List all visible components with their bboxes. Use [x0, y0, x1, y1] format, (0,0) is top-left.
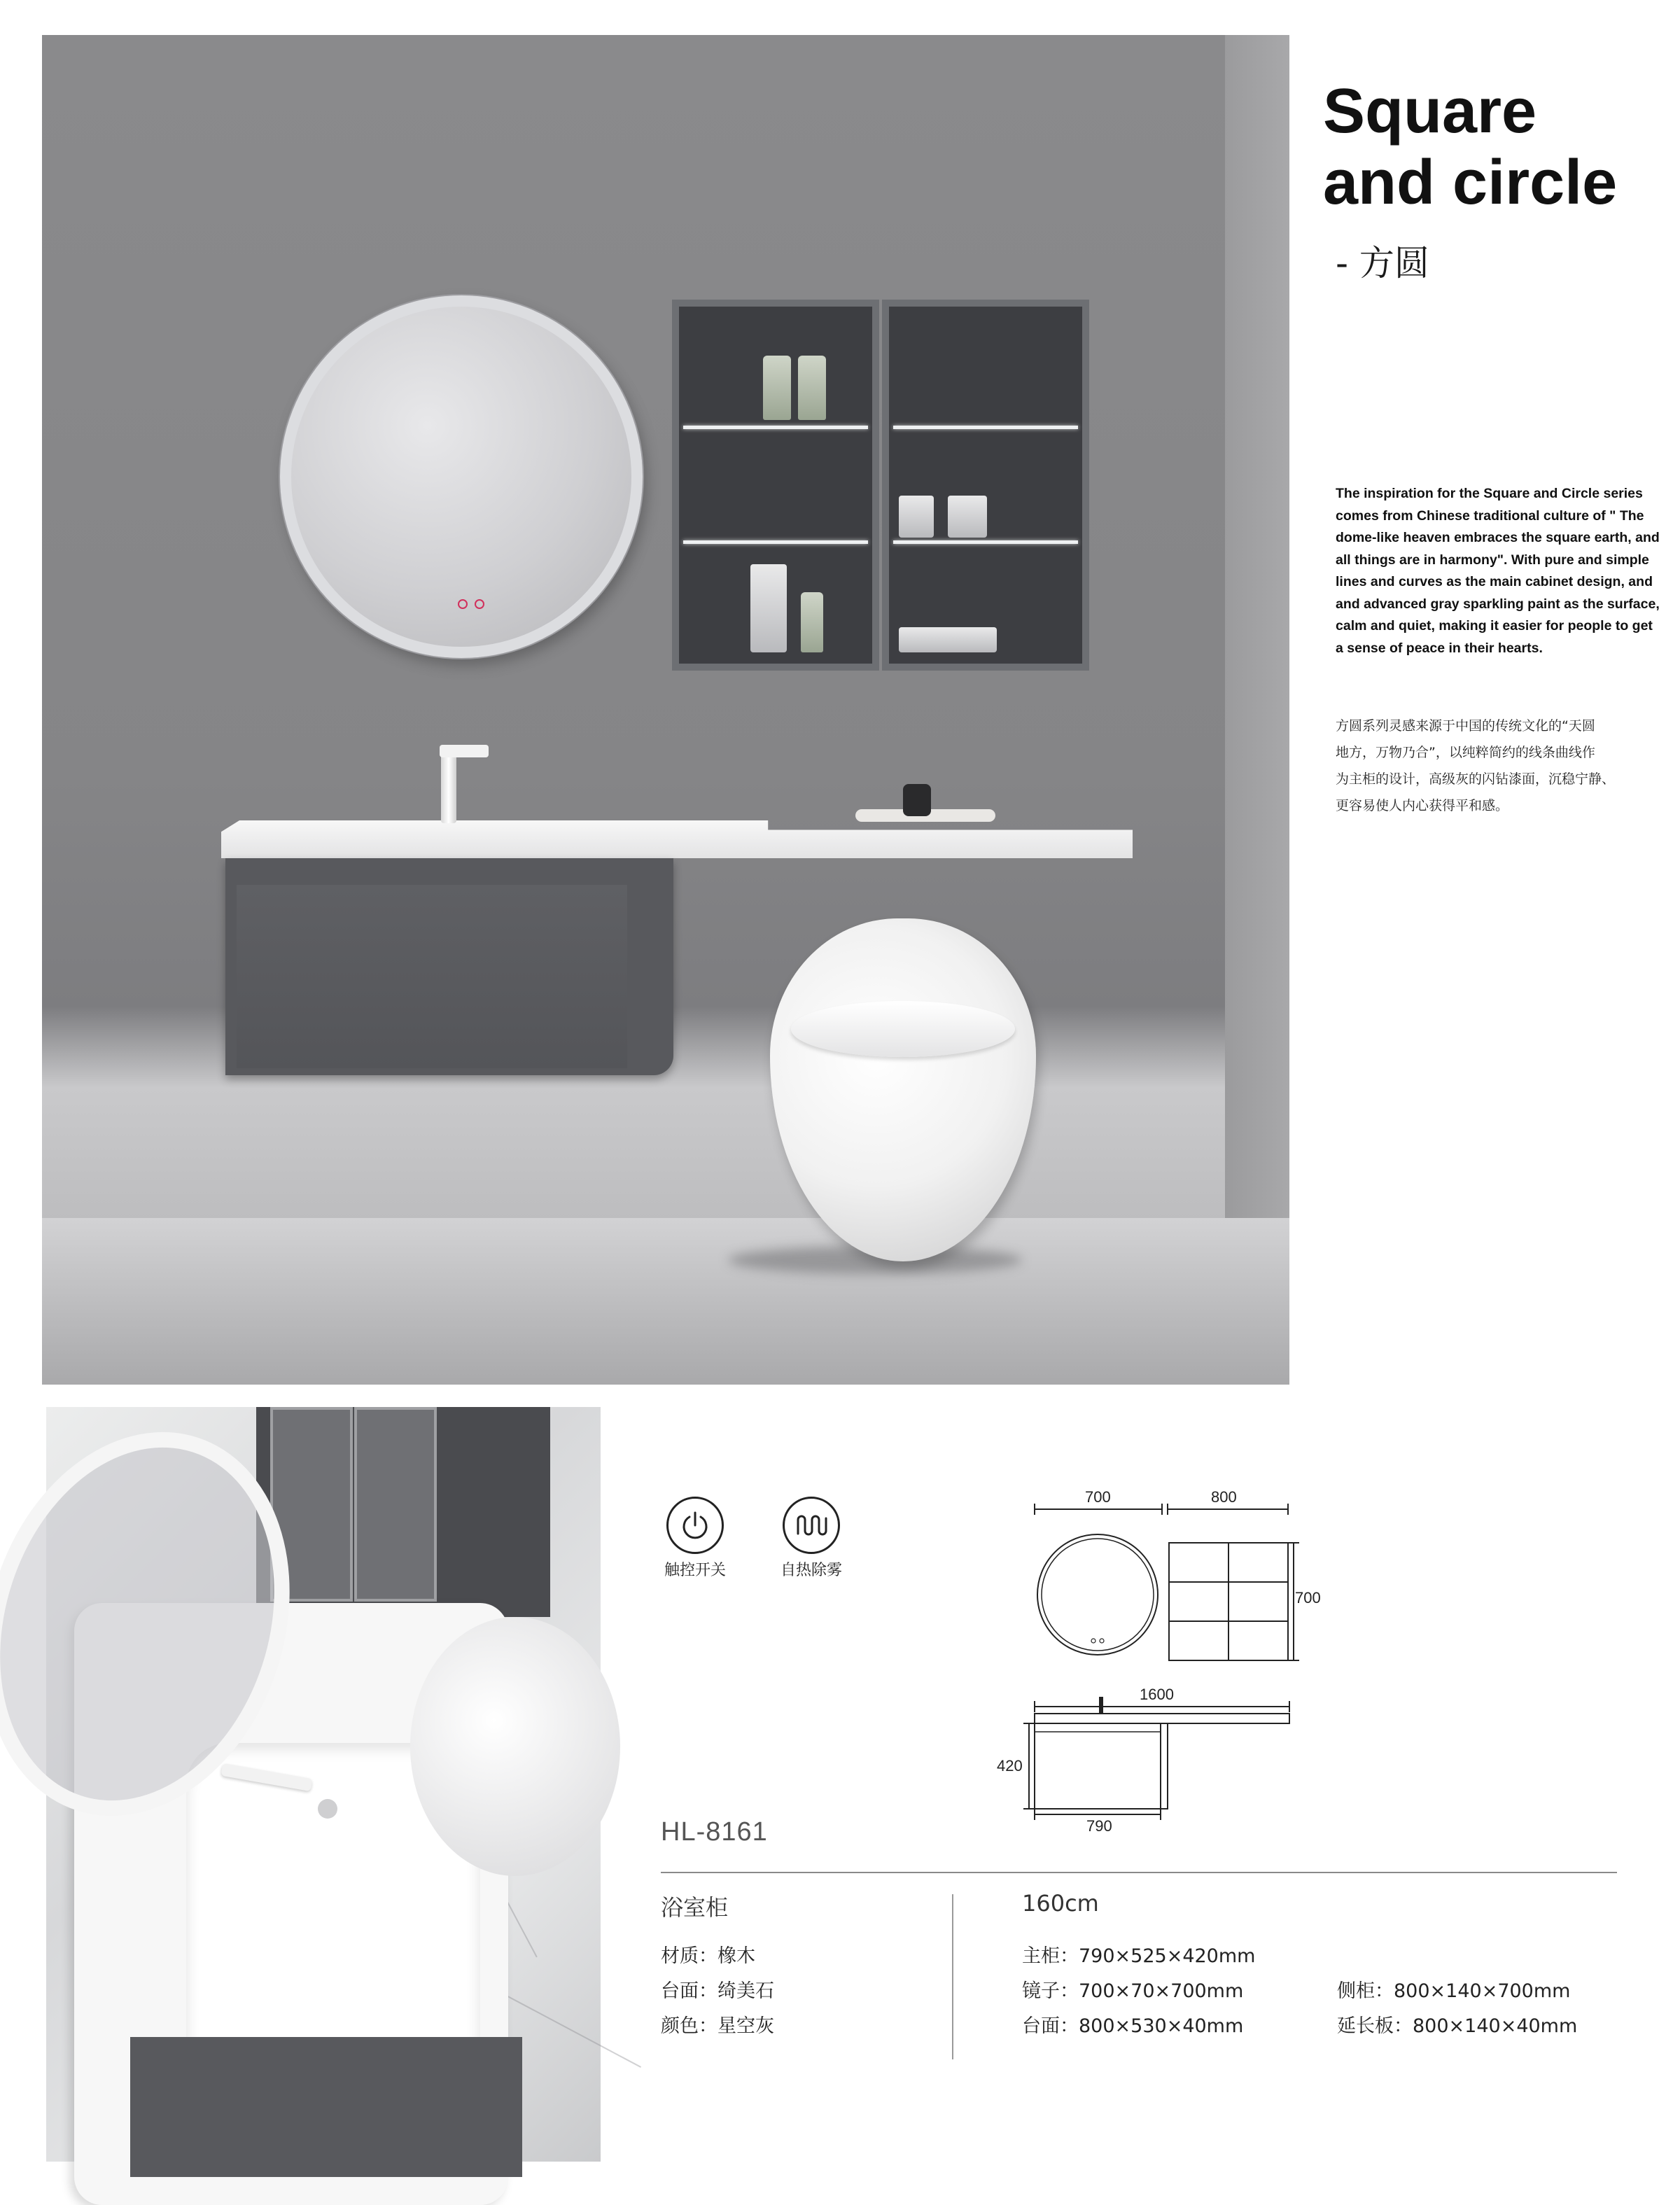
- description-chinese-line: 更容易使人内心获得平和感。: [1336, 798, 1509, 813]
- detail-product-photo: [46, 1407, 601, 2162]
- description-chinese-line: 方圆系列灵感来源于中国的传统文化的“天圆: [1336, 718, 1595, 734]
- description-chinese: [1336, 713, 1665, 819]
- dim-height: 700: [1295, 1589, 1321, 1606]
- mirror-touch-button: [458, 599, 468, 609]
- subtitle: - 方圆: [1336, 243, 1429, 284]
- drain: [318, 1799, 337, 1819]
- spec-countertop: 台面：800×530×40mm: [1022, 2015, 1244, 2037]
- description-chinese-line: 地方，万物乃合”，以纯粹简约的线条曲线作: [1336, 745, 1595, 760]
- feature-label-defog: 自热除雾: [780, 1562, 842, 1579]
- spec-mirror: 镜子：700×70×700mm: [1022, 1980, 1244, 2002]
- glass-shelf: [893, 540, 1078, 544]
- divider-vertical: [952, 1894, 953, 2059]
- countertop: [221, 820, 1133, 858]
- toilet-seat: [791, 1001, 1015, 1057]
- product-length: 160cm: [1022, 1890, 1099, 1917]
- dim-mirror-width: 700: [1085, 1488, 1111, 1506]
- vanity-cabinet: [130, 2037, 522, 2177]
- product-category: 浴室柜: [661, 1894, 729, 1921]
- bottle: [798, 356, 826, 420]
- storage-jar: [899, 496, 934, 538]
- spec-countertop-material: 台面：绮美石: [661, 1980, 774, 2002]
- description-chinese-line: 为主柜的设计，高级灰的闪钻漆面，沉稳宁静、: [1336, 771, 1616, 787]
- side-cabinet-left: [672, 300, 879, 671]
- back-wall: [1225, 35, 1289, 1225]
- dimension-drawing: [980, 1477, 1321, 1841]
- divider-horizontal: [661, 1872, 1617, 1873]
- description-english: The inspiration for the Square and Circle series comes from Chinese traditional culture of " The dome-like heaven embraces the square earth, and all things are in harmony". With pure and simple lines and curves as the main cabinet design, and and advanced gray sparkling paint as the surface, calm and quiet, making it easier for people to get a sense of peace in their hearts.: [1336, 486, 1660, 656]
- spec-color: 颜色：星空灰: [661, 2015, 774, 2037]
- vanity-drawer: [237, 885, 627, 1068]
- reed-diffuser: [903, 784, 931, 816]
- bottle: [763, 356, 791, 420]
- title-line-2: and circle: [1323, 148, 1618, 218]
- faucet: [441, 746, 456, 823]
- glass-shelf: [683, 426, 868, 429]
- title-line-1: Square: [1323, 76, 1537, 146]
- egg-toilet: [770, 918, 1036, 1261]
- spec-material: 材质：橡木: [661, 1945, 755, 1967]
- side-cabinet-right: [882, 300, 1089, 671]
- spec-extension-board: 延长板：800×140×40mm: [1337, 2015, 1578, 2037]
- storage-jar: [948, 496, 987, 538]
- egg-toilet: [410, 1617, 620, 1876]
- spec-main-cabinet: 主柜：790×525×420mm: [1022, 1945, 1256, 1967]
- dim-cabinet-width: 790: [1086, 1817, 1112, 1835]
- countertop-outline: [1035, 1714, 1289, 1723]
- bottle: [801, 592, 823, 652]
- dim-side-cabinet-width: 800: [1211, 1488, 1237, 1506]
- glass-door: [354, 1407, 437, 1602]
- mirror-touch-button: [475, 599, 484, 609]
- faucet-handle: [440, 745, 489, 757]
- glass-shelf: [683, 540, 868, 544]
- folded-towel: [899, 627, 997, 652]
- glass-shelf: [893, 426, 1078, 429]
- floor: [42, 1218, 1289, 1385]
- feature-label-touch-switch: 触控开关: [664, 1562, 726, 1579]
- spec-side-cabinet: 侧柜：800×140×700mm: [1337, 1980, 1571, 2002]
- hero-product-photo: [42, 35, 1289, 1385]
- mirror-outline: [1037, 1534, 1158, 1655]
- defog-icon: [783, 1497, 840, 1554]
- model-number: HL-8161: [661, 1817, 768, 1847]
- dim-total-width: 1600: [1140, 1686, 1174, 1703]
- dim-cabinet-height: 420: [997, 1757, 1023, 1774]
- product-box: [750, 564, 787, 652]
- power-icon: [666, 1497, 724, 1554]
- cabinet-outline: [1035, 1723, 1161, 1809]
